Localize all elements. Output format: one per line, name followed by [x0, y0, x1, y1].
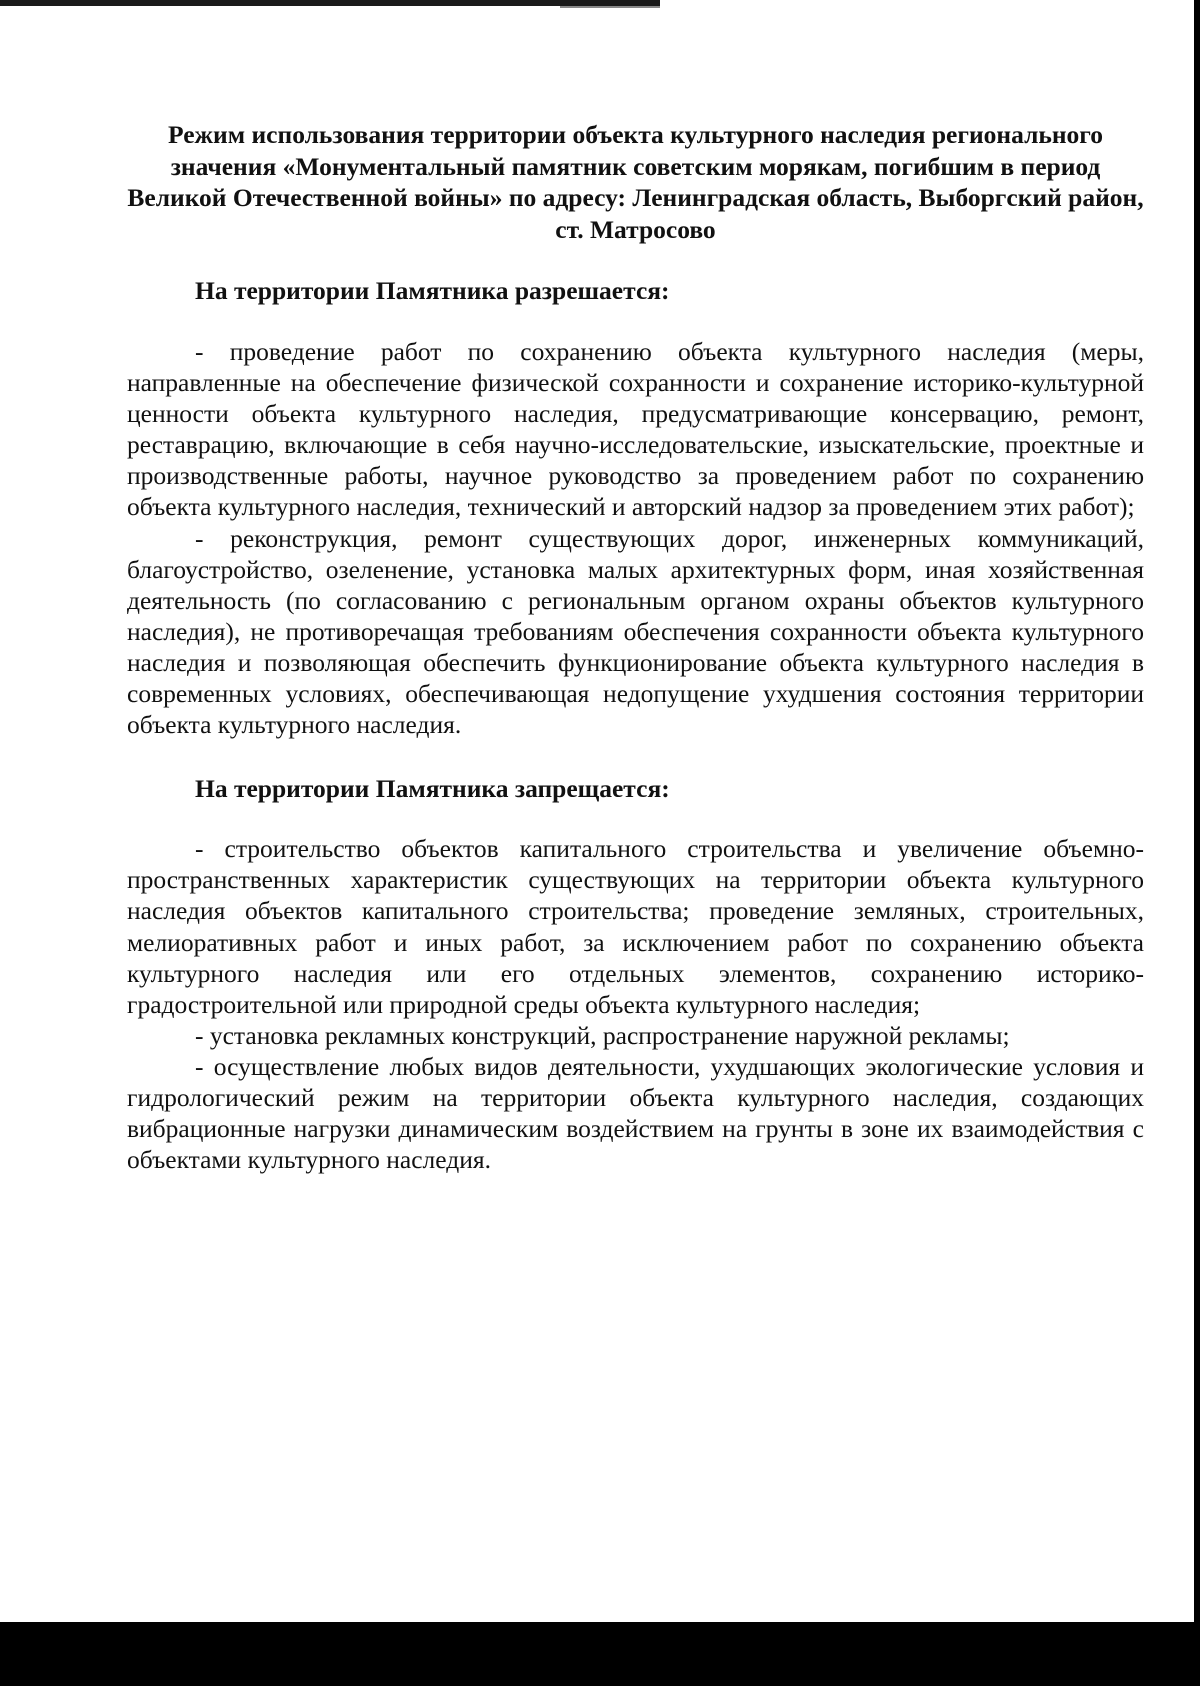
- allowed-item: - реконструкция, ремонт существующих дорог, инженерных коммуникаций, благоустройство, озеленение, установка малых архитектурных форм, иная хозяйственная деятельность (по согласованию с региональным органом охраны объектов культурного наследия), не противоречащая требованиям обеспечения сохранности объекта культурного наследия и позволяющая обеспечить функционирование объекта культурного наследия в современных условиях, обеспечивающая недопущение ухудшения состояния территории объекта культурного наследия.: [127, 523, 1144, 740]
- allowed-list: [127, 336, 1144, 740]
- document-page: [127, 119, 1144, 1175]
- allowed-heading: На территории Памятника разрешается:: [195, 276, 670, 305]
- scan-bottom-edge: [0, 1622, 1200, 1686]
- forbidden-item: - осуществление любых видов деятельности, ухудшающих экологические условия и гидрологический режим на территории объекта культурного наследия, создающих вибрационные нагрузки динамическим воздействием на грунты в зоне их взаимодействия с объектами культурного наследия.: [127, 1051, 1144, 1175]
- allowed-item: - проведение работ по сохранению объекта культурного наследия (меры, направленные на обеспечение физической сохранности и сохранение историко-культурной ценности объекта культурного наследия, предусматривающие консервацию, ремонт, реставрацию, включающие в себя научно-исследовательские, изыскательские, проектные и производственные работы, научное руководство за проведением работ по сохранению объекта культурного наследия, технический и авторский надзор за проведением этих работ);: [127, 337, 1144, 522]
- forbidden-item: - установка рекламных конструкций, распространение наружной рекламы;: [195, 1020, 1010, 1050]
- scan-right-edge: [1194, 0, 1200, 1686]
- scan-top-edge-thin: [560, 6, 660, 8]
- forbidden-item: - строительство объектов капитального строительства и увеличение объемно-пространственных характеристик существующих на территории объекта культурного наследия объектов капитального строительства; проведение земляных, строительных, мелиоративных работ и иных работ, за исключением работ по сохранению объекта культурного наследия или его отдельных элементов, сохранению историко-градостроительной или природной среды объекта культурного наследия;: [127, 834, 1144, 1019]
- forbidden-heading: На территории Памятника запрещается:: [195, 774, 670, 804]
- forbidden-list: [127, 833, 1144, 1175]
- document-title: Режим использования территории объекта культурного наследия регионального значения «Монументальный памятник советским морякам, погибшим в период Великой Отечественной войны» по адресу: Ленинградская область, Выборгский район, ст. Матросово: [127, 120, 1144, 244]
